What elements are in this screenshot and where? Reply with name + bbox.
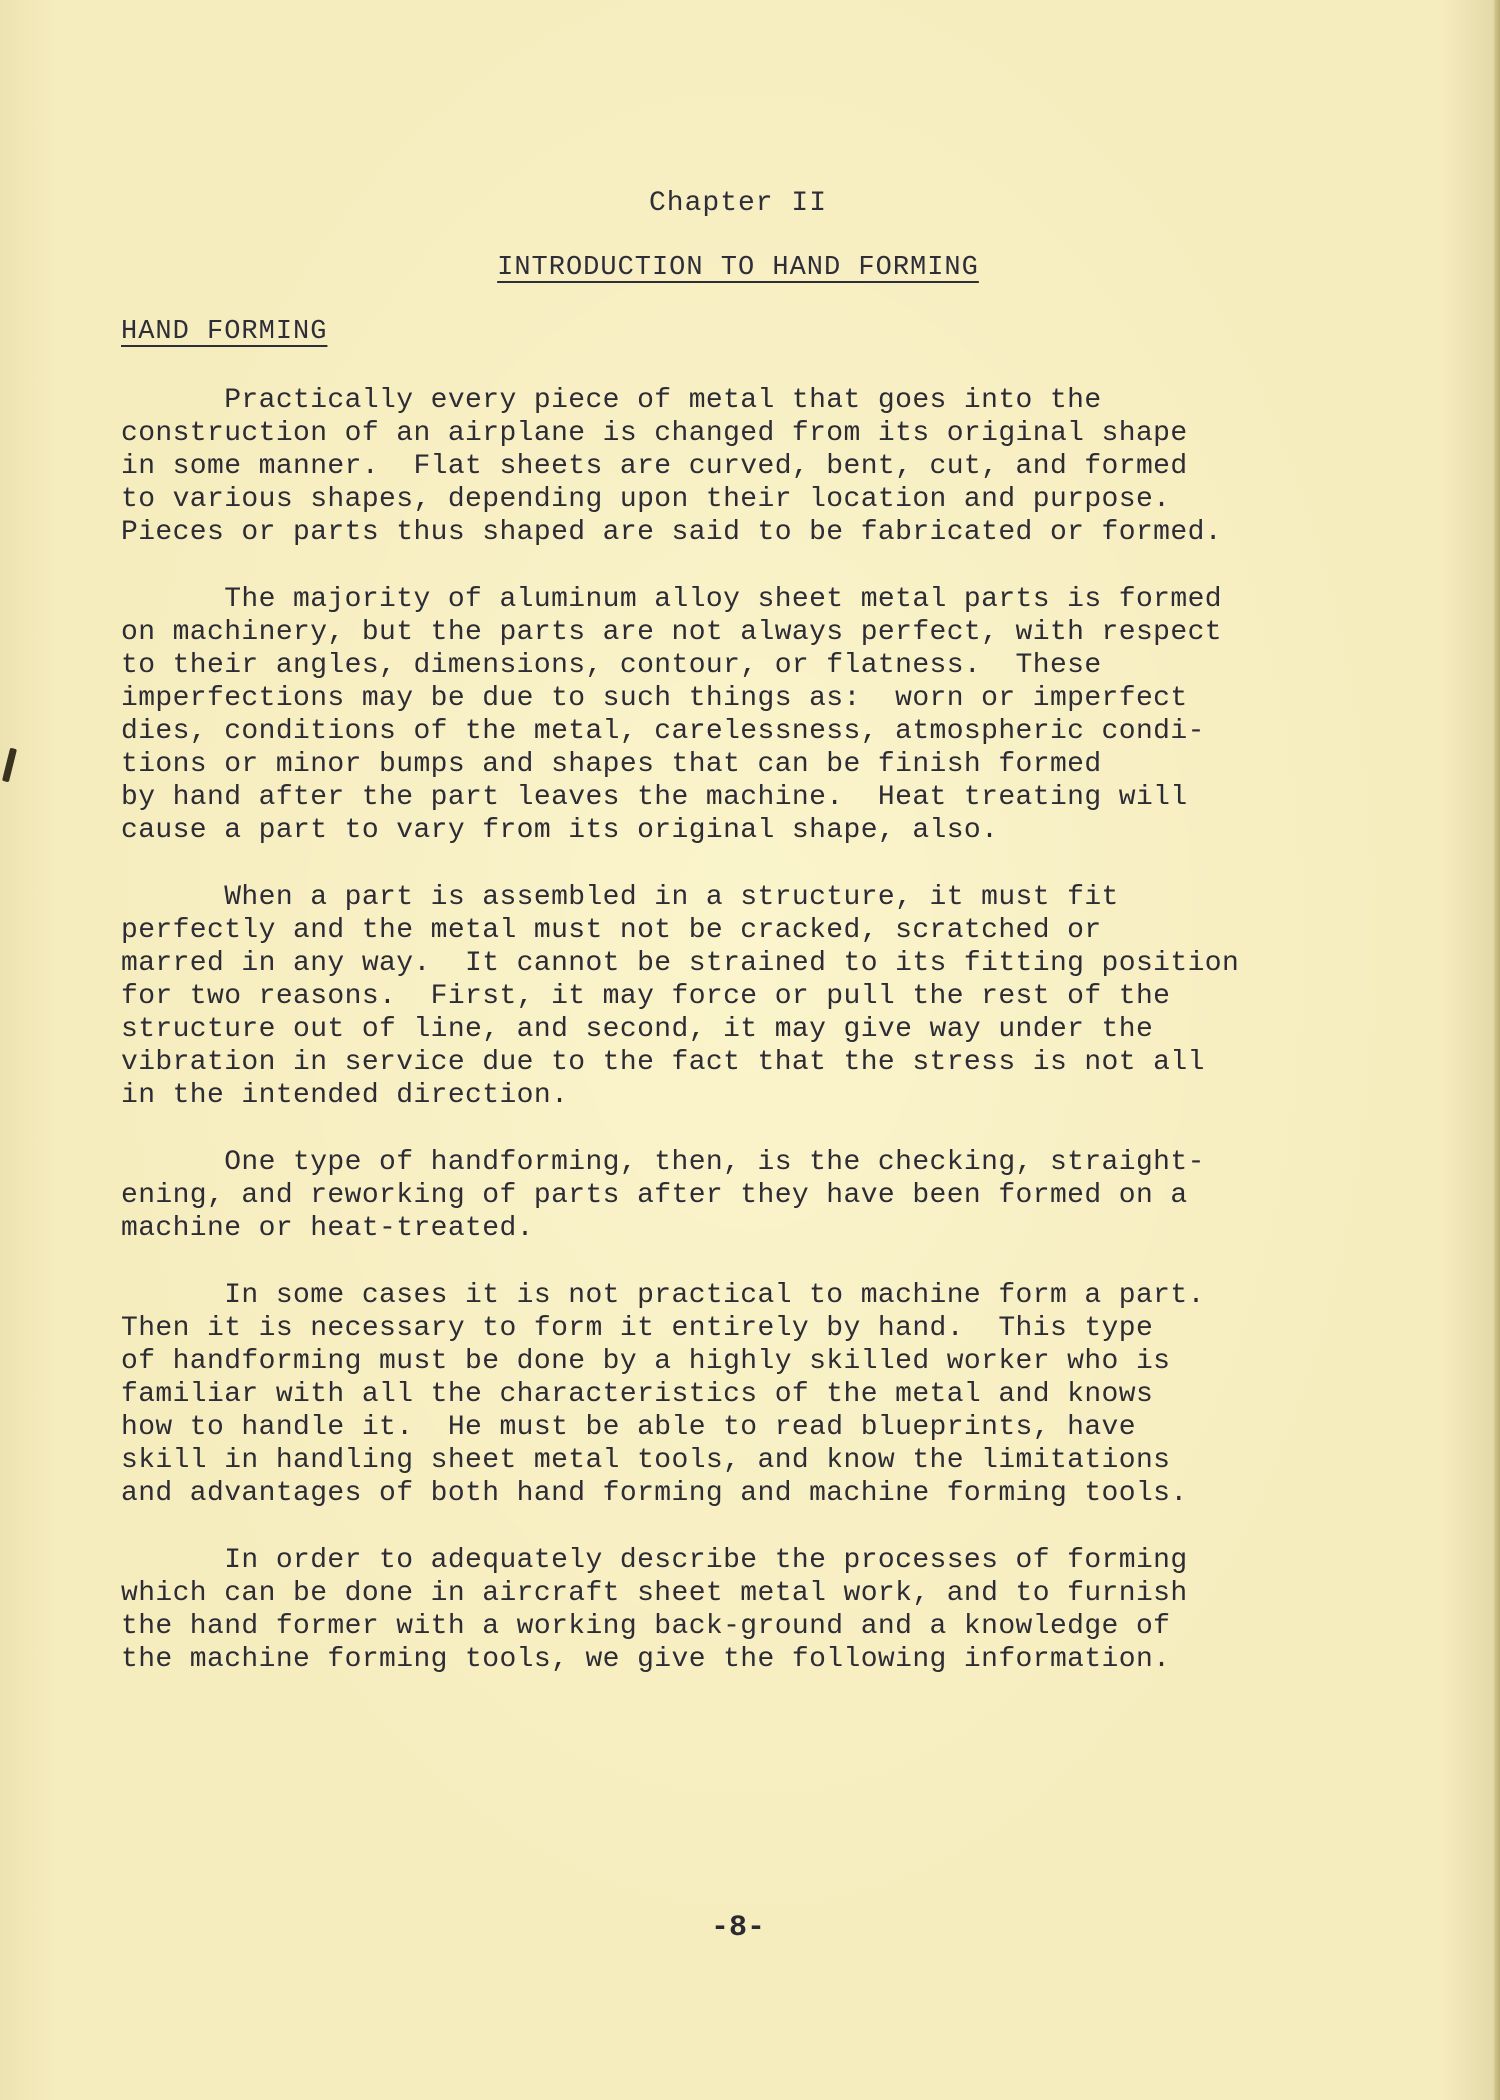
text-line: marred in any way. It cannot be strained to its fitting position bbox=[121, 948, 1240, 979]
text-line: The majority of aluminum alloy sheet metal parts is formed bbox=[121, 584, 1222, 615]
section-heading-text: HAND FORMING bbox=[121, 317, 328, 347]
text-line: for two reasons. First, it may force or pull the rest of the bbox=[121, 981, 1171, 1012]
text-line: of handforming must be done by a highly skilled worker who is bbox=[121, 1346, 1171, 1377]
text-line: the machine forming tools, we give the following information. bbox=[121, 1644, 1171, 1675]
text-line: tions or minor bumps and shapes that can be finish formed bbox=[121, 749, 1102, 780]
page-edge-shadow bbox=[1494, 0, 1500, 2100]
text-line: to various shapes, depending upon their location and purpose. bbox=[121, 484, 1171, 515]
text-line: perfectly and the metal must not be cracked, scratched or bbox=[121, 915, 1102, 946]
text-line: by hand after the part leaves the machine. Heat treating will bbox=[121, 782, 1188, 813]
text-line: familiar with all the characteristics of the metal and knows bbox=[121, 1379, 1154, 1410]
text-line: ening, and reworking of parts after they have been formed on a bbox=[121, 1180, 1188, 1211]
paragraph bbox=[121, 384, 1461, 549]
chapter-title bbox=[0, 253, 1476, 283]
text-line: Pieces or parts thus shaped are said to be fabricated or formed. bbox=[121, 517, 1222, 548]
text-line: the hand former with a working back-ground and a knowledge of bbox=[121, 1611, 1171, 1642]
text-line: skill in handling sheet metal tools, and know the limitations bbox=[121, 1445, 1171, 1476]
text-line: In order to adequately describe the processes of forming bbox=[121, 1545, 1188, 1576]
text-line: and advantages of both hand forming and machine forming tools. bbox=[121, 1478, 1188, 1509]
text-line: on machinery, but the parts are not always perfect, with respect bbox=[121, 617, 1222, 648]
text-line: vibration in service due to the fact that the stress is not all bbox=[121, 1047, 1205, 1078]
margin-ink-mark bbox=[2, 748, 17, 783]
text-line: which can be done in aircraft sheet metal work, and to furnish bbox=[121, 1578, 1188, 1609]
paragraph bbox=[121, 1146, 1461, 1245]
body-text bbox=[121, 384, 1461, 1710]
section-heading bbox=[121, 317, 327, 347]
text-line: in some manner. Flat sheets are curved, bent, cut, and formed bbox=[121, 451, 1188, 482]
text-line: how to handle it. He must be able to read blueprints, have bbox=[121, 1412, 1136, 1443]
text-line: dies, conditions of the metal, carelessness, atmospheric condi- bbox=[121, 716, 1205, 747]
paragraph bbox=[121, 583, 1461, 847]
text-line: machine or heat-treated. bbox=[121, 1213, 534, 1244]
chapter-title-text: INTRODUCTION TO HAND FORMING bbox=[497, 253, 979, 283]
text-line: cause a part to vary from its original shape, also. bbox=[121, 815, 999, 846]
text-line: Practically every piece of metal that goes into the bbox=[121, 385, 1102, 416]
text-line: imperfections may be due to such things as: worn or imperfect bbox=[121, 683, 1188, 714]
text-line: to their angles, dimensions, contour, or flatness. These bbox=[121, 650, 1102, 681]
paragraph bbox=[121, 881, 1461, 1112]
text-line: in the intended direction. bbox=[121, 1080, 569, 1111]
paragraph bbox=[121, 1279, 1461, 1510]
text-line: One type of handforming, then, is the checking, straight- bbox=[121, 1147, 1205, 1178]
text-line: construction of an airplane is changed from its original shape bbox=[121, 418, 1188, 449]
text-line: In some cases it is not practical to machine form a part. bbox=[121, 1280, 1205, 1311]
text-line: structure out of line, and second, it may give way under the bbox=[121, 1014, 1154, 1045]
paragraph bbox=[121, 1544, 1461, 1676]
text-line: Then it is necessary to form it entirely by hand. This type bbox=[121, 1313, 1154, 1344]
chapter-label: Chapter II bbox=[648, 188, 828, 219]
page-number: -8- bbox=[710, 1911, 765, 1945]
text-line: When a part is assembled in a structure, it must fit bbox=[121, 882, 1119, 913]
